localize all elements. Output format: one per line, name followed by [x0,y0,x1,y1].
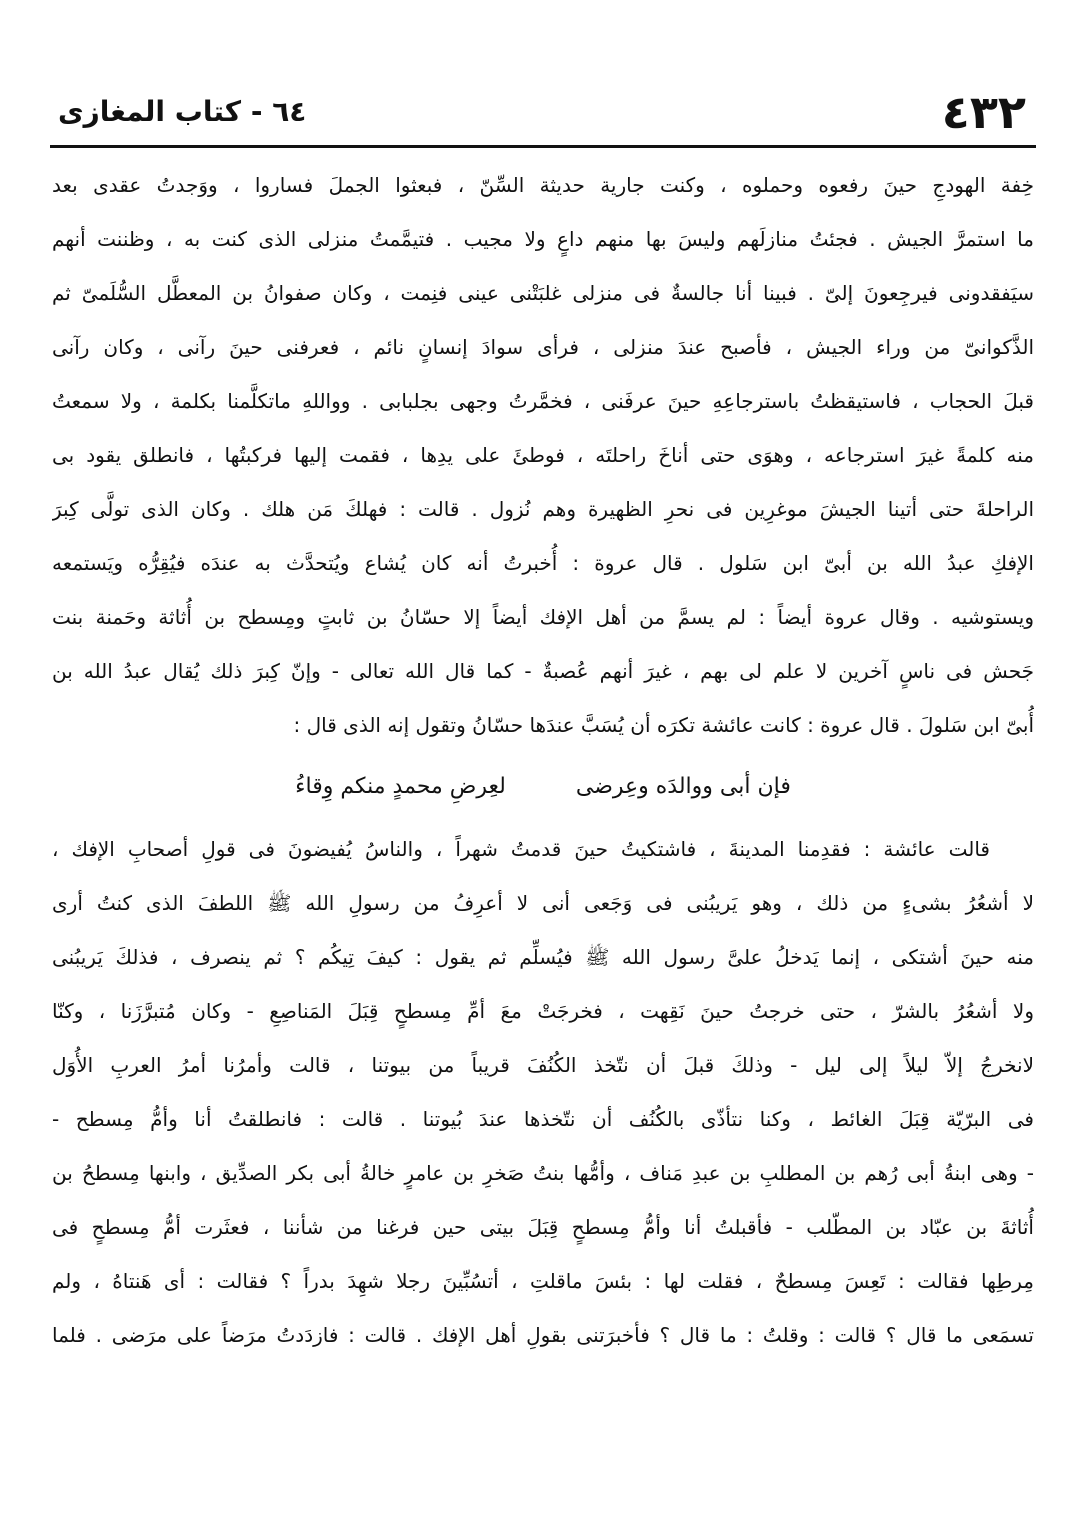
header-rule [50,145,1036,148]
text-line: قالت عائشة : فقدِمنا المدينةَ ، فاشتكيتُ حينَ قدمتُ شهراً ، والناسُ يُفيضونَ فى قولِ أصحابِ الإفك ، [52,837,990,861]
text-line: منه كلمةً غيرَ استرجاعه ، وهوَى حتى أناخَ راحلتَه ، فوطئَ على يدِها ، فقمت إليها فركبتُها ، فانطلق يقود بى [52,443,1034,467]
text-line: الراحلةَ حتى أتينا الجيشَ موغرِين فى نحرِ الظهيرة وهم نُزول . قالت : فهلكَ مَن هلك . وكان الذى تولَّى كِبرَ [52,497,1034,521]
text-line: أُثاثةَ بن عبّاد بن المطّلب - فأقبلتُ أنا وأمُّ مِسطحٍ قِبَلَ بيتى حين فرغنا من شأننا ، فعثَرت أمُّ مِسطحٍ فى [52,1215,1034,1239]
text-line: جَحش فى ناسٍ آخرين لا علم لى بهم ، غيرَ أنهم عُصبةٌ - كما قال الله تعالى - وإنّ كِبرَ ذلك يُقال عبدُ الله بن [52,659,1034,683]
text-line: لانخرجُ إلاّ ليلاً إلى ليل - وذلكَ قبلَ أن نتّخذ الكُنُفَ قريباً من بيوتنا ، قالت وأمرُنا أمرُ العربِ الأُوَل [52,1053,1034,1077]
text-line: فى البرّيّة قِبَلَ الغائط ، وكنا نتأذّى بالكُنُف أن نتّخذها عندَ بُيوتنا . قالت : فانطلقتُ أنا وأمُّ مِسطح - [52,1107,1034,1131]
poetry-verse [52,752,1034,822]
verse-hemistich-first: فإن أبى ووالدَه وعِرضى [575,774,791,799]
text-line: الإفكِ عبدُ الله بن أبىّ ابن سَلول . قال عروة : أُخبرتُ أنه كان يُشاع ويُتحدَّث به عندَه فيُقِرُّه ويَستمعه [52,551,1034,575]
text-line: ويستوشيه . وقال عروة أيضاً : لم يسمَّ من أهل الإفك أيضاً إلا حسّانُ بن ثابتٍ ومِسطح بن أُثاثة وحَمنة بنت [52,605,1034,629]
page-number: ٤٣٢ [941,85,1026,139]
text-line: ولا أشعُرُ بالشرّ ، حتى خرجتُ حينَ نَقِهت ، فخرجَتْ معَ أمِّ مِسطحٍ قِبَلَ المَناصِعِ - وكان مُتبرَّزَنا ، وكنّا [52,999,1034,1023]
page-header [50,82,1036,142]
text-line: خِفة الهودجِ حينَ رفعوه وحملوه ، وكنت جارية حديثة السِّنّ ، فبعثوا الجملَ فساروا ، ووَجدتُ عقدى بعد [52,173,1034,197]
text-line: لا أشعُرُ بشىءٍ من ذلك ، وهو يَريبُنى فى وَجَعى أنى لا أعرِفُ من رسولِ الله ﷺ اللطفَ الذى كنتُ أرى [52,891,1034,915]
verse-hemistich-second: لعِرضِ محمدٍ منكم وِقاءُ [295,774,506,799]
text-line: قبلَ الحجاب ، فاستيقظتُ باسترجاعِهِ حينَ عرفَنى ، فخمَّرتُ وجهى بجلبابى . وواللهِ ماتكلَّمنا بكلمة ، ولا سمعتُ [52,389,1034,413]
text-line: منه حينَ أشتكى ، إنما يَدخلُ علىَّ رسول الله ﷺ فيُسلِّم ثم يقول : كيفَ تِيكُم ؟ ثم ينصرف ، فذلكَ يَريبُنى [52,945,1034,969]
text-line: مِرطِها فقالت : تَعِسَ مِسطحٌ ، فقلت لها : بئسَ ماقلتِ ، أتسُبِّينَ رجلا شهِدَ بدراً ؟ فقالت : أى هَنتاهُ ، ولم [52,1269,1034,1293]
body-text [52,158,1034,1362]
running-title: ٦٤ - كتاب المغازى [58,95,307,128]
text-line: تسمَعى ما قال ؟ قالت : وقلتُ : ما قال ؟ فأخبرَتنى بقولِ أهل الإفك . قالت : فازدَدتُ مرَضاً على مرَضى . فلما [52,1323,1034,1347]
text-line: أُبىّ ابن سَلولَ . قال عروة : كانت عائشة تكرَه أن يُسَبَّ عندَها حسّانُ وتقول إنه الذى قال : [293,713,1034,737]
text-line: الذَّكوانىّ من وراء الجيش ، فأصبح عندَ منزلى ، فرأى سوادَ إنسانٍ نائم ، فعرفنى حينَ رآنى ، وكان رآنى [52,335,1034,359]
text-line: ما استمرَّ الجيش . فجئتُ منازلَهم وليسَ بها منهم داعٍ ولا مجيب . فتيمَّمتُ منزلى الذى كنت به ، وظننت أنهم [52,227,1034,251]
text-line: سيَفقدونى فيرجِعونَ إلىّ . فبينا أنا جالسةٌ فى منزلى غلبَتْنى عينى فنِمت ، وكان صفوانُ بن المعطَّل السُّلَمىّ ثم [52,281,1034,305]
text-line: - وهى ابنةُ أبى رُهم بن المطلبِ بن عبدِ مَناف ، وأمُّها بنتُ صَخرِ بن عامرٍ خالةُ أبى بكر الصدِّيق ، وابنها مِسطحُ بن [52,1161,1034,1185]
